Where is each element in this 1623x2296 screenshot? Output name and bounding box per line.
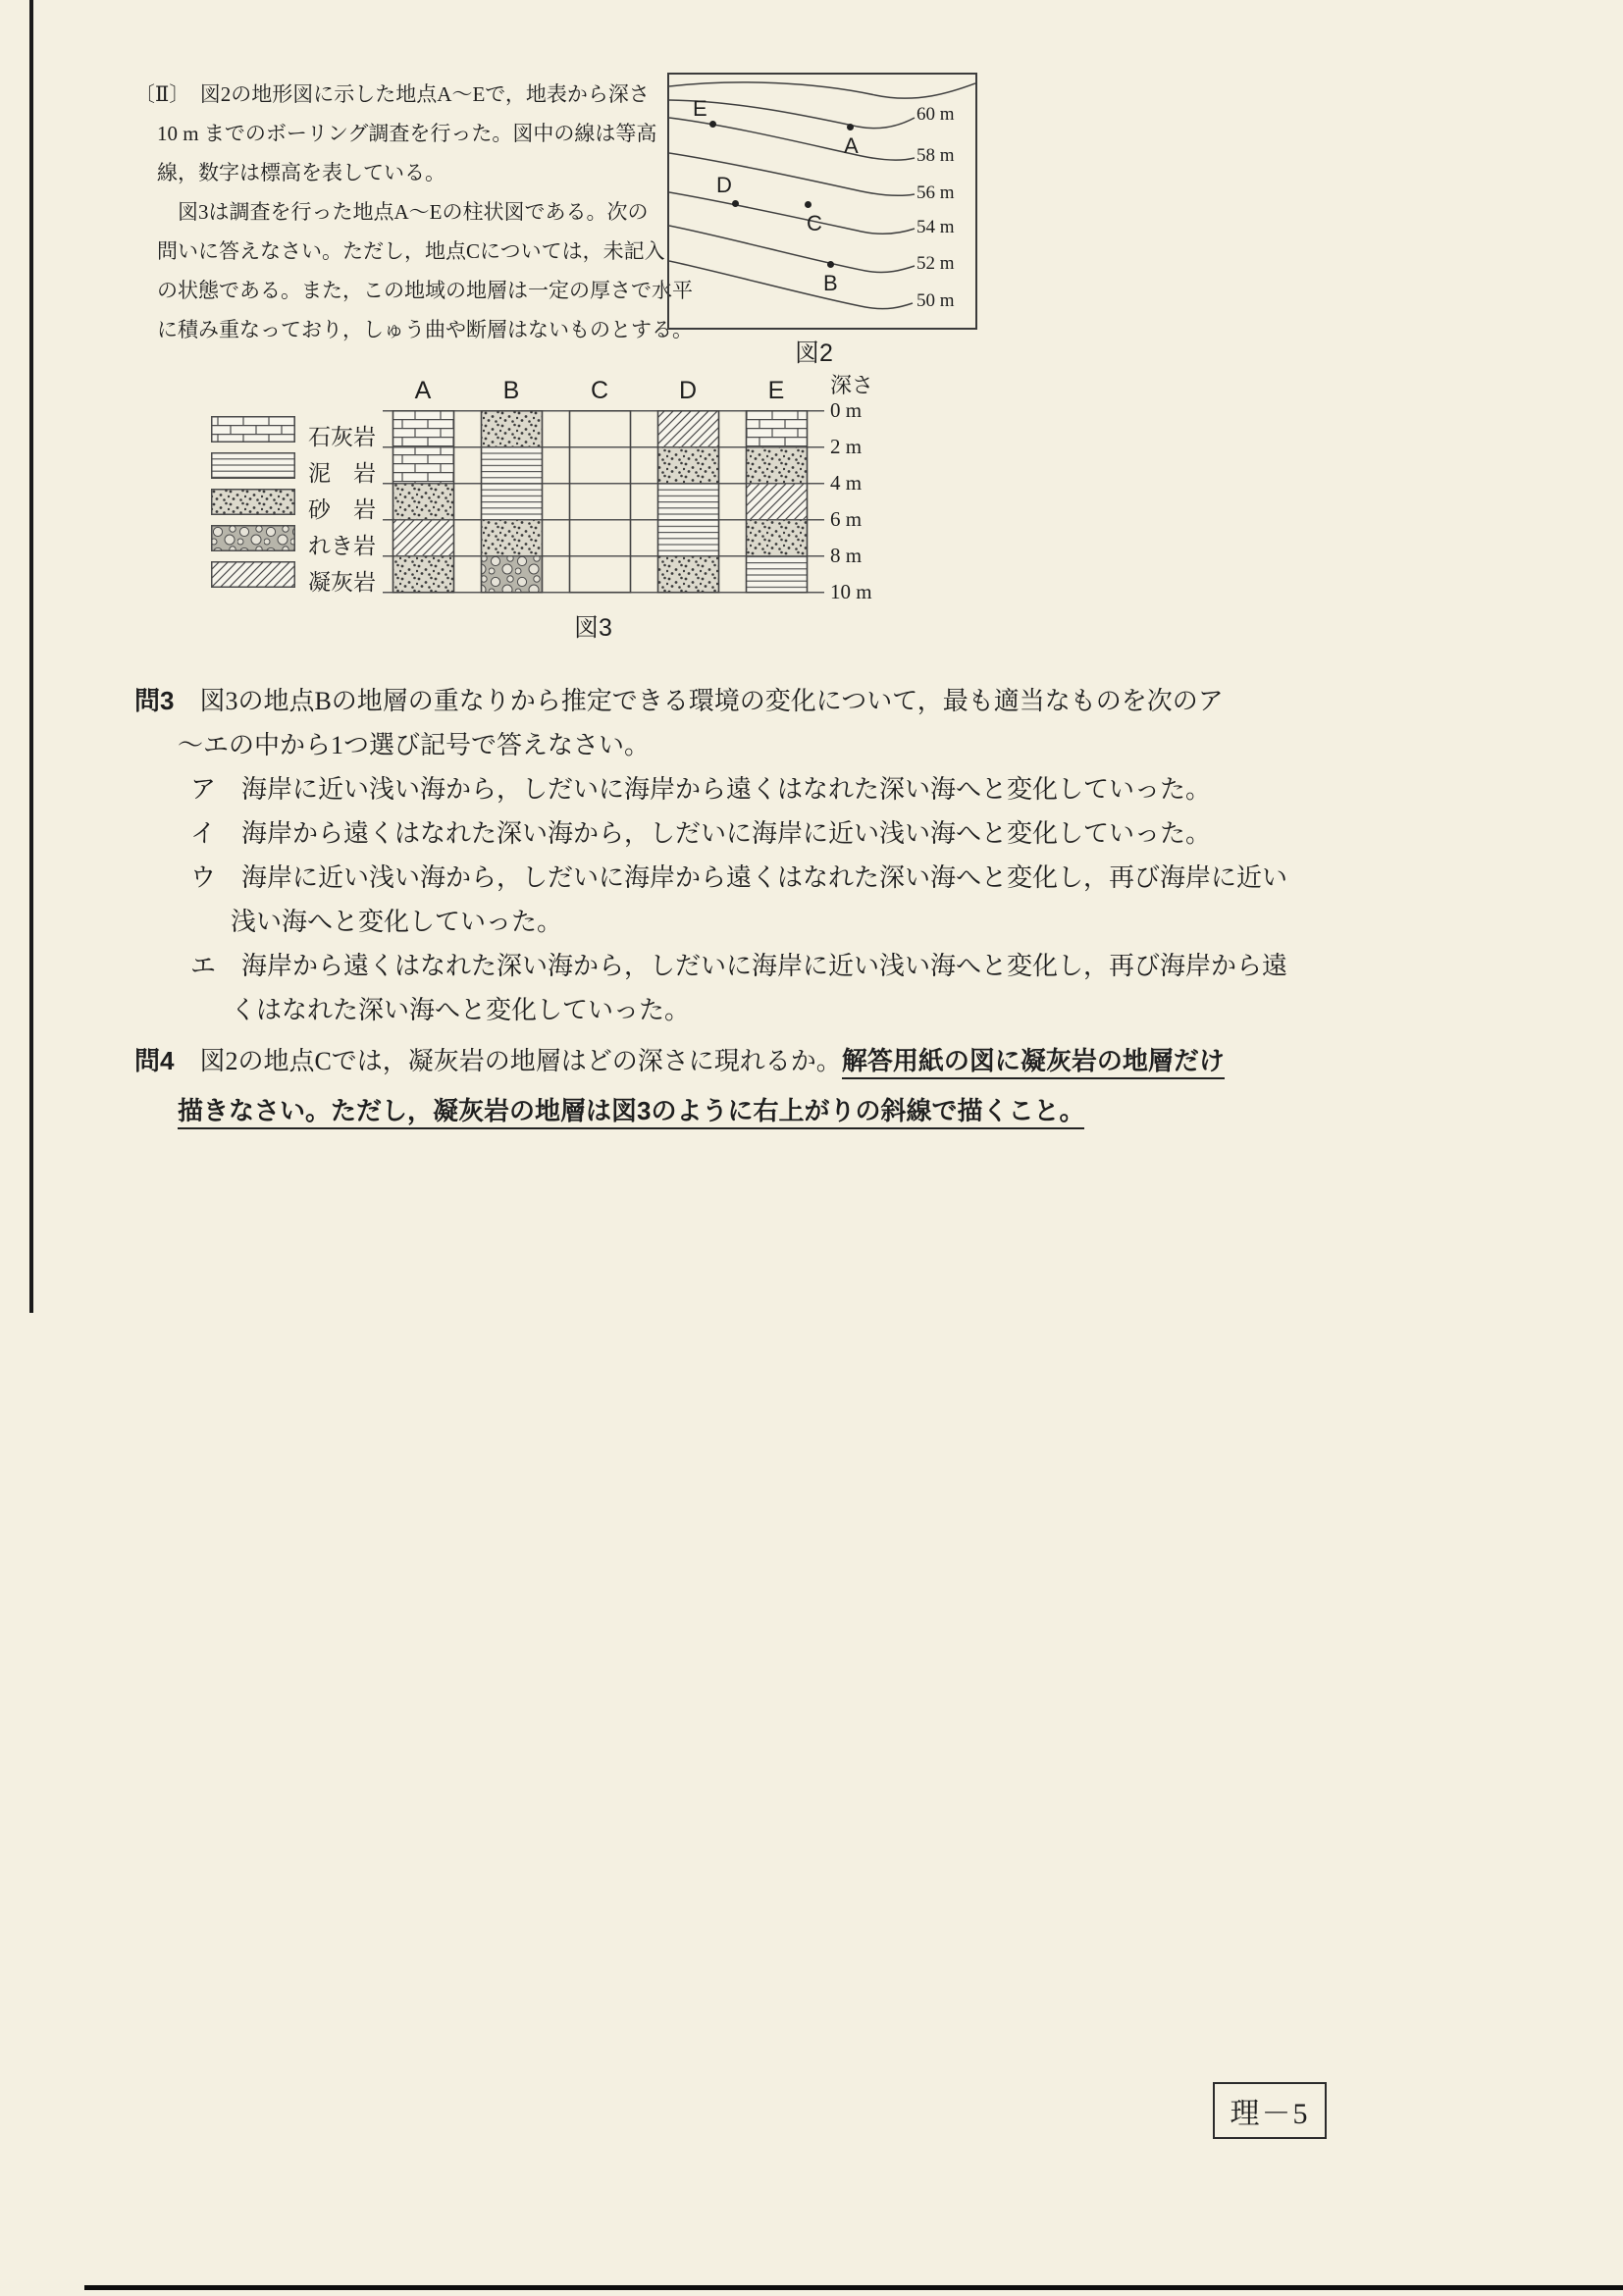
- elevation-label-52m: 52 m: [916, 253, 955, 274]
- intro-line: 10 m までのボーリング調査を行った。図中の線は等高: [157, 122, 657, 145]
- column-outlines: [393, 411, 808, 593]
- intro-line: の状態である。また，この地域の地層は一定の厚さで水平: [157, 279, 693, 302]
- intro-line: 問いに答えなさい。ただし，地点Cについては，未記入: [157, 239, 665, 263]
- strata-cell: [482, 484, 543, 520]
- column-header-D: D: [678, 377, 698, 404]
- elevation-label-58m: 58 m: [916, 145, 955, 166]
- column-header-B: B: [502, 377, 520, 404]
- point-D-label: D: [716, 173, 732, 197]
- question-4: [134, 1036, 1225, 1136]
- figure2-contour-map: [667, 73, 977, 330]
- option-text: 海岸に近い浅い海から，しだいに海岸から遠くはなれた深い海へと変化していった。: [216, 775, 1212, 804]
- point-A-label: A: [844, 133, 859, 158]
- option-letter-a: ア: [190, 774, 217, 804]
- legend-label-sandstone: 砂 岩: [308, 497, 376, 522]
- intro-line: に積み重なっており，しゅう曲や断層はないものとする。: [157, 318, 693, 341]
- strata-cell: [570, 556, 631, 593]
- point-C-label: C: [807, 211, 822, 235]
- legend-swatch-conglomerate: [211, 525, 295, 551]
- depth-label-0m: 0 m: [830, 398, 863, 422]
- strata-cell: [482, 411, 543, 447]
- q3-option-u: [190, 856, 1287, 900]
- q3-number: 問3: [134, 686, 175, 715]
- point-A-dot: [847, 124, 854, 130]
- option-text: 海岸から遠くはなれた深い海から，しだいに海岸に近い浅い海へと変化していった。: [216, 819, 1212, 848]
- legend-label-conglomerate: れき岩: [308, 534, 376, 558]
- column-header-C: C: [590, 377, 609, 404]
- depth-label-2m: 2 m: [830, 435, 863, 458]
- strata-cell: [570, 411, 631, 447]
- q4-line-1: [134, 1036, 1225, 1086]
- strata-cell: [393, 520, 454, 556]
- strata-cell: [747, 520, 808, 556]
- depth-label-8m: 8 m: [830, 544, 863, 567]
- strata-cell: [482, 520, 543, 556]
- option-text: 浅い海へと変化していった。: [231, 908, 563, 936]
- q3-option-a: [190, 767, 1287, 811]
- point-E-dot: [709, 121, 716, 128]
- strata-cell: [570, 520, 631, 556]
- q3-option-u-cont: [231, 900, 1287, 944]
- intro-line: 図3は調査を行った地点A〜Eの柱状図である。次の: [157, 200, 649, 224]
- column-header-A: A: [414, 377, 432, 404]
- q4-underlined-instruction-2: 描きなさい。ただし，凝灰岩の地層は図3のように右上がりの斜線で描くこと。: [178, 1096, 1084, 1129]
- q4-number: 問4: [134, 1046, 175, 1075]
- option-letter-e: エ: [190, 951, 217, 980]
- q3-text: 〜エの中から1つ選び記号で答えなさい。: [178, 731, 651, 759]
- option-text: くはなれた深い海へと変化していった。: [231, 996, 691, 1024]
- strata-cell: [658, 520, 719, 556]
- figure2-caption: 図2: [795, 339, 833, 367]
- point-E-label: E: [693, 96, 707, 121]
- point-B-label: B: [823, 271, 838, 295]
- q4-text: 図2の地点Cでは，凝灰岩の地層はどの深さに現れるか。: [174, 1047, 842, 1075]
- elevation-label-54m: 54 m: [916, 217, 955, 237]
- option-letter-i: イ: [190, 818, 217, 848]
- intro-line: 〔Ⅱ〕 図2の地形図に示した地点A〜Eで，地表から深さ: [134, 82, 650, 106]
- q3-option-e-cont: [231, 988, 1287, 1032]
- figure3-caption: 図3: [574, 614, 612, 642]
- depth-label-4m: 4 m: [830, 471, 863, 495]
- strata-cell: [747, 411, 808, 447]
- page-number-box: [1213, 2082, 1327, 2139]
- q3-line: [134, 679, 1287, 723]
- q3-text: 図3の地点Bの地層の重なりから推定できる環境の変化について，最も適当なものを次のア: [174, 687, 1224, 715]
- point-D-dot: [732, 200, 739, 207]
- legend-label-tuff: 凝灰岩: [308, 570, 376, 595]
- strata-cell: [393, 556, 454, 593]
- elevation-label-60m: 60 m: [916, 104, 955, 125]
- scan-artifact-left-line: [29, 0, 33, 1313]
- legend-label-limestone: 石灰岩: [308, 425, 376, 449]
- q4-underlined-instruction-1: 解答用紙の図に凝灰岩の地層だけ: [842, 1046, 1225, 1079]
- strata-cell: [393, 484, 454, 520]
- legend-label-mudstone: 泥 岩: [308, 461, 376, 486]
- q3-option-e: [190, 944, 1287, 988]
- point-C-dot: [805, 201, 812, 208]
- strata-cells: [393, 411, 808, 593]
- strata-cell: [747, 447, 808, 484]
- option-letter-u: ウ: [190, 862, 217, 892]
- option-text: 海岸に近い浅い海から，しだいに海岸から遠くはなれた深い海へと変化し，再び海岸に近い: [216, 863, 1288, 892]
- column-header-E: E: [767, 377, 785, 404]
- scan-artifact-bottom-line: [84, 2285, 1623, 2290]
- strata-cell: [393, 447, 454, 484]
- question-3: [134, 679, 1287, 1032]
- strata-cell: [570, 447, 631, 484]
- legend-swatch-mudstone: [211, 452, 295, 479]
- strata-cell: [570, 484, 631, 520]
- strata-cell: [658, 411, 719, 447]
- strata-cell: [658, 556, 719, 593]
- elevation-label-56m: 56 m: [916, 183, 955, 203]
- depth-header: 深さ: [830, 373, 874, 397]
- strata-cell: [658, 484, 719, 520]
- q3-line: [178, 723, 1287, 767]
- strata-cell: [747, 556, 808, 593]
- depth-label-10m: 10 m: [830, 580, 872, 603]
- q4-line-2: [178, 1086, 1225, 1136]
- depth-label-6m: 6 m: [830, 507, 863, 531]
- figure3-columnar-grid: [383, 410, 824, 594]
- strata-cell: [658, 447, 719, 484]
- strata-cell: [747, 484, 808, 520]
- point-B-dot: [827, 261, 834, 268]
- strata-cell: [482, 447, 543, 484]
- legend-swatch-tuff: [211, 561, 295, 588]
- page-number: 理－5: [1230, 2098, 1310, 2130]
- legend-swatch-sandstone: [211, 489, 295, 515]
- section-2-intro: [134, 75, 693, 349]
- strata-cell: [482, 556, 543, 593]
- q3-option-i: [190, 811, 1287, 856]
- legend-swatch-limestone: [211, 416, 295, 443]
- option-text: 海岸から遠くはなれた深い海から，しだいに海岸に近い浅い海へと変化し，再び海岸から遠: [216, 952, 1288, 980]
- strata-cell: [393, 411, 454, 447]
- intro-line: 線，数字は標高を表している。: [157, 161, 445, 184]
- elevation-label-50m: 50 m: [916, 290, 955, 311]
